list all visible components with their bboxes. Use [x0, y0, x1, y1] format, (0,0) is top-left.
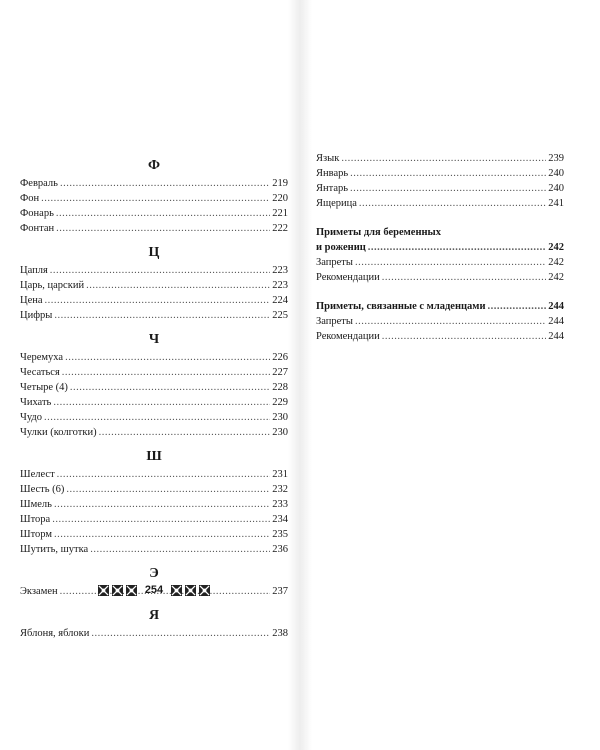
entry-title: Фон: [20, 193, 40, 204]
toc-entry[interactable]: [20, 176, 288, 191]
entry-page: 241: [548, 198, 564, 209]
section-heading: Приметы для беременных: [316, 227, 441, 238]
entry-page: 239: [548, 153, 564, 164]
toc-entry[interactable]: [316, 166, 564, 181]
entry-title: Чулки (колготки): [20, 427, 97, 438]
toc-entry[interactable]: [20, 512, 288, 527]
entry-title: Ящерица: [316, 198, 357, 209]
toc-entry[interactable]: [20, 221, 288, 236]
right-toc: [316, 151, 564, 344]
dot-leader: [355, 255, 546, 270]
toc-entry[interactable]: [20, 542, 288, 557]
toc-entry[interactable]: [20, 293, 288, 308]
dot-leader: [54, 497, 270, 512]
toc-entry[interactable]: [20, 626, 288, 641]
left-toc: [20, 155, 288, 641]
dot-leader: [54, 527, 270, 542]
toc-entry[interactable]: [20, 350, 288, 365]
entry-page: 236: [272, 544, 288, 555]
toc-entry[interactable]: [316, 270, 564, 285]
entry-page: 221: [272, 208, 288, 219]
entry-title: Чудо: [20, 412, 43, 423]
entry-page: 244: [548, 301, 564, 312]
section-letter: Ч: [148, 332, 160, 347]
entry-title: Чесаться: [20, 367, 60, 378]
entry-title: Черемуха: [20, 352, 64, 363]
entry-title: Штора: [20, 514, 51, 525]
entry-page: 240: [548, 183, 564, 194]
entry-page: 231: [272, 469, 288, 480]
entry-title: Язык: [316, 153, 340, 164]
entry-title: Шелест: [20, 469, 55, 480]
entry-title: Экзамен: [20, 586, 58, 597]
section-letter: Э: [149, 566, 159, 581]
toc-entry[interactable]: [20, 395, 288, 410]
dot-leader: [359, 196, 546, 211]
toc-entry[interactable]: [20, 206, 288, 221]
entry-title: Четыре (4): [20, 382, 68, 393]
toc-entry[interactable]: [20, 278, 288, 293]
toc-entry[interactable]: [20, 482, 288, 497]
toc-entry[interactable]: [316, 240, 564, 255]
entry-page: 233: [272, 499, 288, 510]
entry-page: 235: [272, 529, 288, 540]
entry-title: Фонарь: [20, 208, 54, 219]
entry-page: 229: [272, 397, 288, 408]
spacer: [316, 285, 564, 299]
section-letter: Ц: [148, 245, 160, 260]
entry-page: 224: [272, 295, 288, 306]
entry-title: Фонтан: [20, 223, 55, 234]
dot-leader: [41, 191, 270, 206]
dot-leader: [350, 181, 546, 196]
right-page: [300, 0, 600, 750]
entry-title: Январь: [316, 168, 349, 179]
dot-leader: [56, 206, 270, 221]
toc-entry[interactable]: [20, 467, 288, 482]
toc-entry[interactable]: [316, 151, 564, 166]
entry-title: Приметы, связанные с младенцами: [316, 301, 486, 312]
entry-page: 244: [548, 331, 564, 342]
page-number: 254: [144, 584, 164, 596]
entry-page: 228: [272, 382, 288, 393]
entry-page: 238: [272, 628, 288, 639]
toc-entry[interactable]: [20, 380, 288, 395]
entry-title: Запреты: [316, 257, 353, 268]
entry-page: 230: [272, 427, 288, 438]
toc-entry[interactable]: [20, 365, 288, 380]
toc-entry[interactable]: [316, 314, 564, 329]
entry-title: Февраль: [20, 178, 58, 189]
dot-leader: [382, 329, 546, 344]
toc-entry[interactable]: [316, 329, 564, 344]
entry-page: 227: [272, 367, 288, 378]
entry-title: Цена: [20, 295, 43, 306]
section-letter: Ф: [147, 158, 161, 173]
entry-title: и рожениц: [316, 242, 366, 253]
ornament-icon: [126, 585, 137, 596]
entry-title: Янтарь: [316, 183, 349, 194]
dot-leader: [91, 626, 270, 641]
entry-page: 223: [272, 265, 288, 276]
toc-entry[interactable]: [20, 263, 288, 278]
entry-page: 226: [272, 352, 288, 363]
dot-leader: [90, 542, 270, 557]
entry-page: 242: [548, 257, 564, 268]
dot-leader: [488, 299, 547, 314]
entry-page: 230: [272, 412, 288, 423]
ornament-icon: [199, 585, 210, 596]
toc-entry[interactable]: [20, 308, 288, 323]
entry-page: 222: [272, 223, 288, 234]
entry-page: 240: [548, 168, 564, 179]
entry-title: Царь, царский: [20, 280, 85, 291]
dot-leader: [54, 308, 270, 323]
toc-entry[interactable]: [20, 410, 288, 425]
entry-title: Шмель: [20, 499, 52, 510]
toc-entry[interactable]: [316, 299, 564, 314]
entry-page: 234: [272, 514, 288, 525]
toc-entry[interactable]: [20, 497, 288, 512]
section-letter: Ш: [146, 449, 162, 464]
toc-entry[interactable]: [316, 255, 564, 270]
entry-title: Цифры: [20, 310, 53, 321]
entry-title: Шутить, шутка: [20, 544, 89, 555]
entry-page: 242: [548, 242, 564, 253]
entry-page: 244: [548, 316, 564, 327]
section-letter: Я: [148, 608, 160, 623]
entry-page: 237: [272, 586, 288, 597]
entry-page: 220: [272, 193, 288, 204]
spacer: [316, 211, 564, 225]
dot-leader: [52, 512, 270, 527]
ornament-icon: [171, 585, 182, 596]
entry-title: Рекомендации: [316, 331, 380, 342]
entry-title: Цапля: [20, 265, 48, 276]
toc-entry[interactable]: [316, 196, 564, 211]
dot-leader: [355, 314, 546, 329]
entry-title: Рекомендации: [316, 272, 380, 283]
dot-leader: [62, 365, 270, 380]
toc-entry[interactable]: [20, 191, 288, 206]
entry-title: Запреты: [316, 316, 353, 327]
toc-entry[interactable]: [316, 181, 564, 196]
ornament-icon: [112, 585, 123, 596]
dot-leader: [56, 221, 270, 236]
page-footer: [20, 584, 288, 596]
dot-leader: [99, 425, 271, 440]
dot-leader: [57, 467, 271, 482]
toc-entry[interactable]: [20, 527, 288, 542]
ornament-icon: [98, 585, 109, 596]
entry-page: 219: [272, 178, 288, 189]
dot-leader: [350, 166, 546, 181]
dot-leader: [341, 151, 546, 166]
entry-page: 223: [272, 280, 288, 291]
entry-title: Яблоня, яблоки: [20, 628, 90, 639]
toc-entry[interactable]: [20, 425, 288, 440]
dot-leader: [86, 278, 270, 293]
dot-leader: [65, 350, 270, 365]
dot-leader: [44, 410, 270, 425]
entry-page: 242: [548, 272, 564, 283]
entry-page: 225: [272, 310, 288, 321]
dot-leader: [70, 380, 270, 395]
dot-leader: [50, 263, 270, 278]
dot-leader: [368, 240, 546, 255]
dot-leader: [382, 270, 546, 285]
entry-title: Шторм: [20, 529, 53, 540]
dot-leader: [60, 176, 270, 191]
dot-leader: [53, 395, 270, 410]
entry-title: Шесть (6): [20, 484, 65, 495]
dot-leader: [45, 293, 271, 308]
dot-leader: [66, 482, 270, 497]
entry-page: 232: [272, 484, 288, 495]
ornament-icon: [185, 585, 196, 596]
entry-title: Чихать: [20, 397, 52, 408]
